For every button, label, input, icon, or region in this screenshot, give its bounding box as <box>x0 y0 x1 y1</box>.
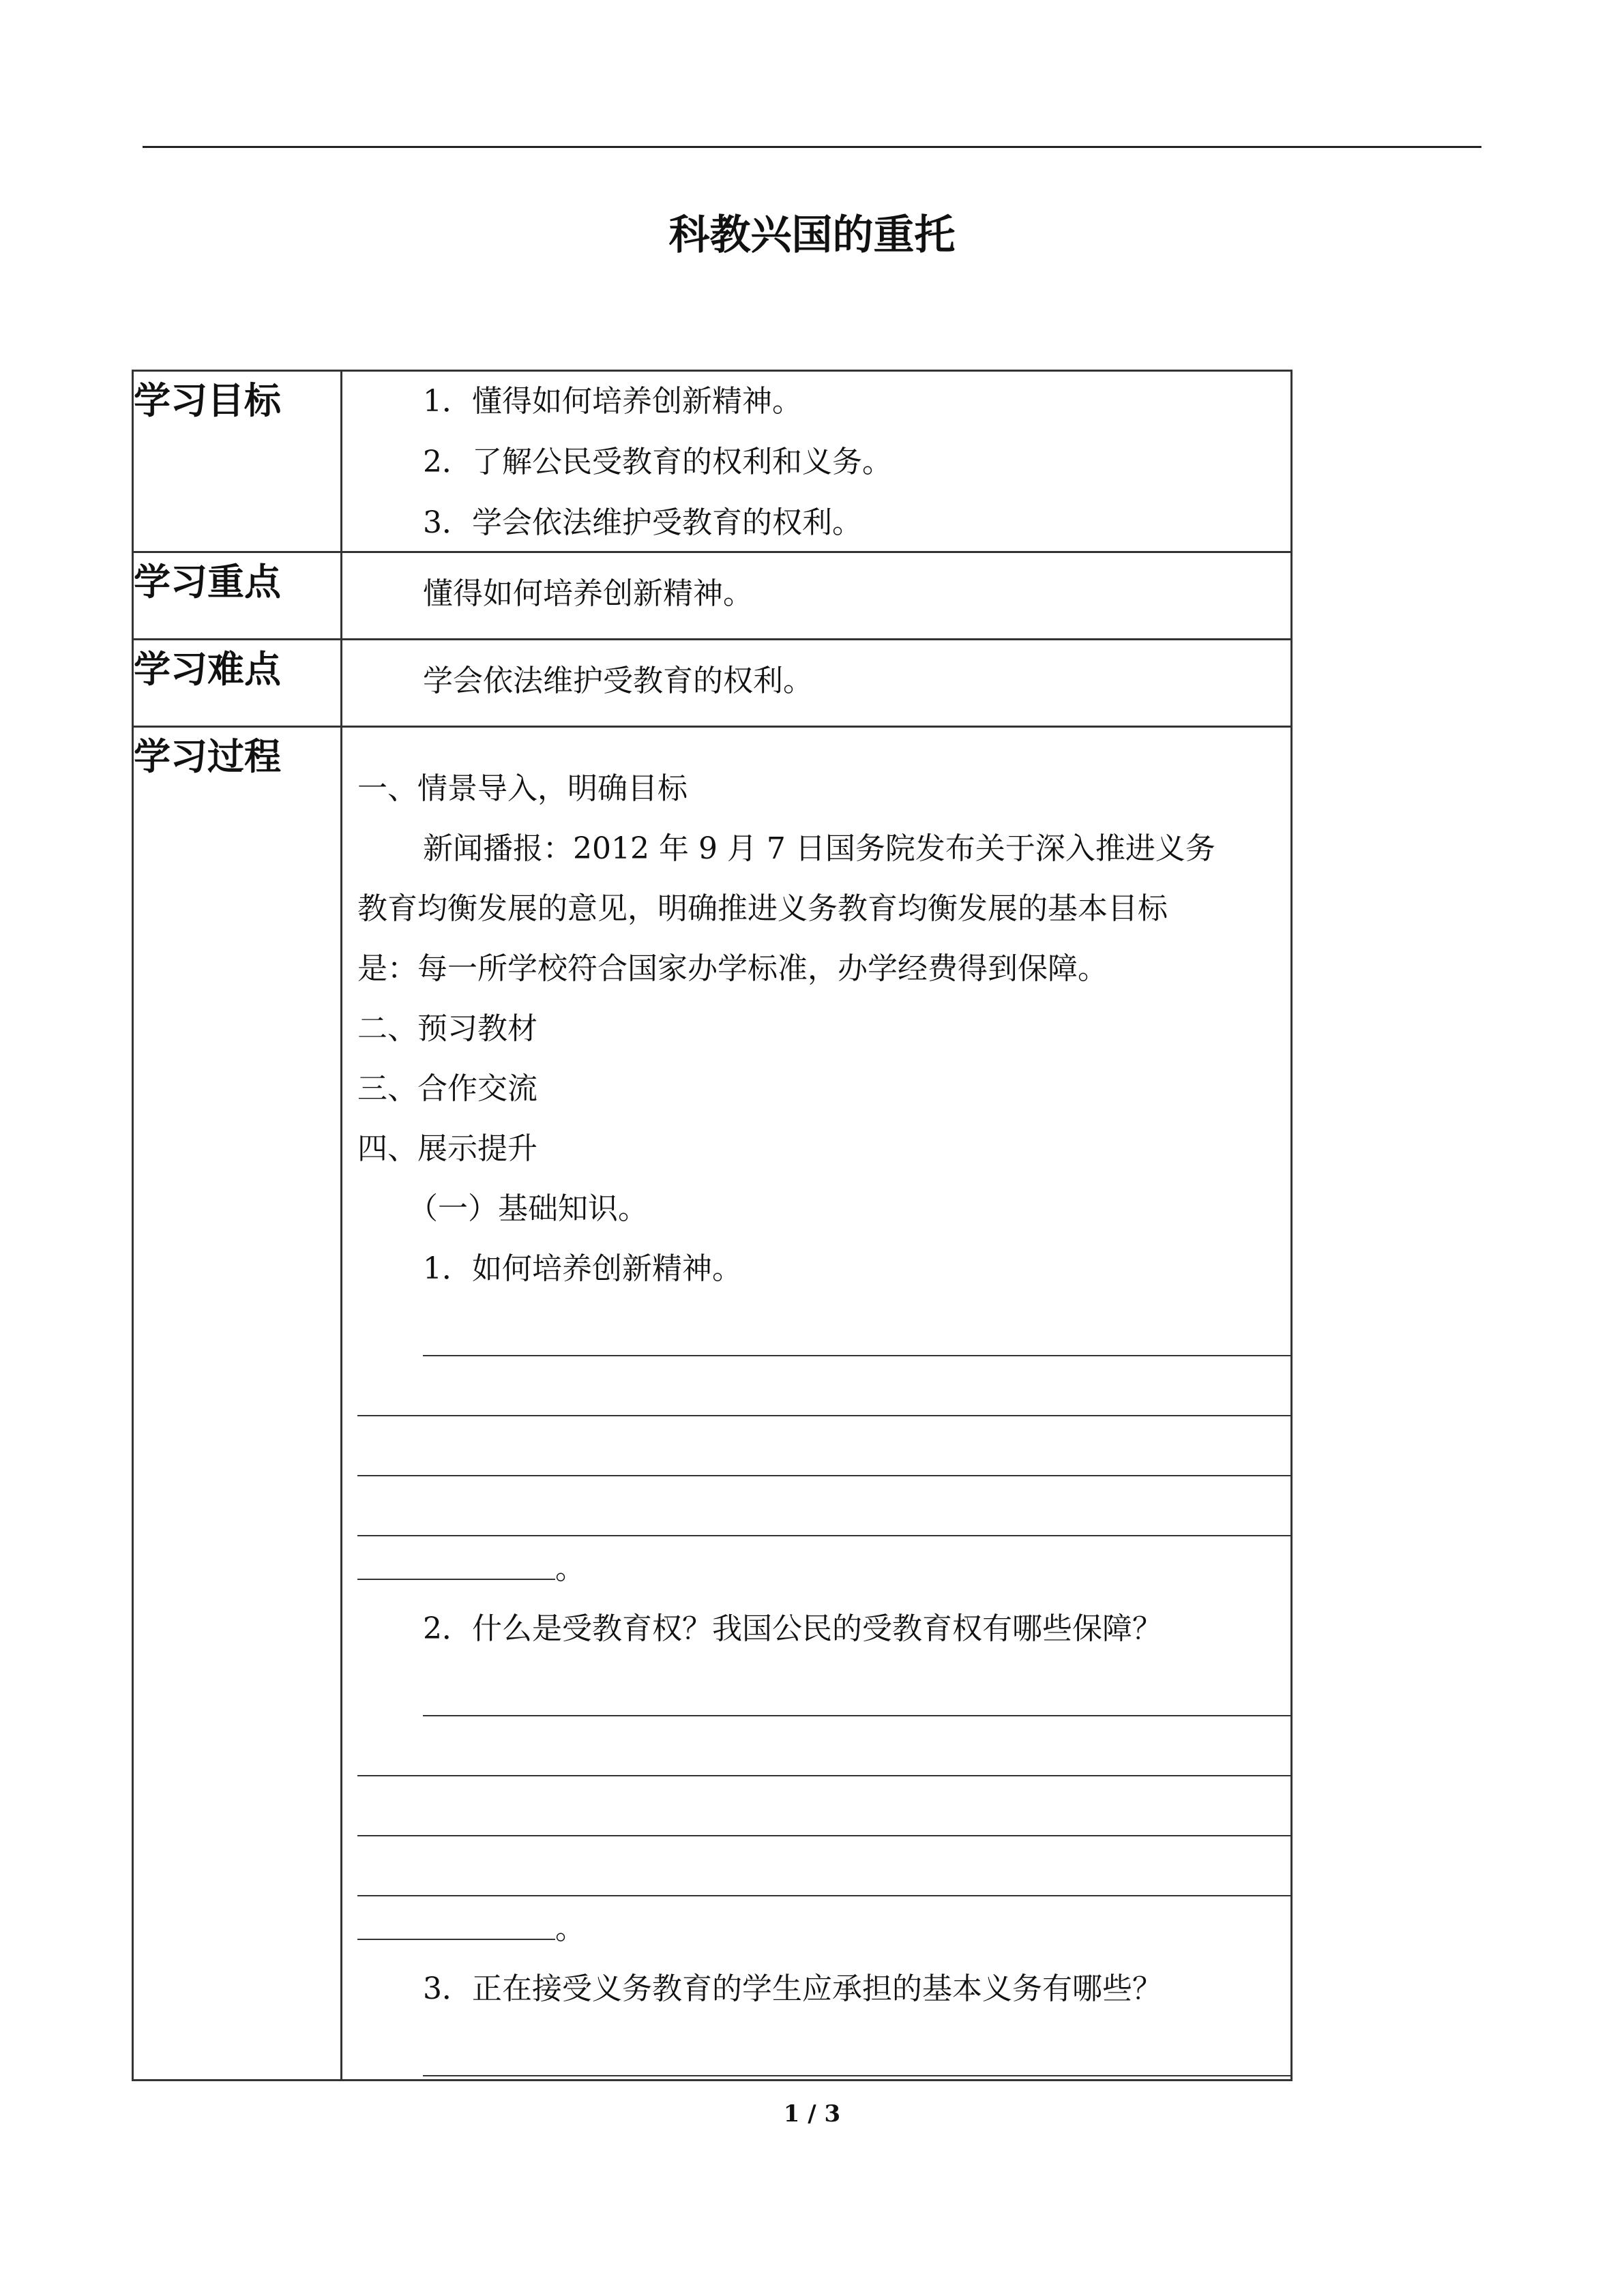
subsection-heading: （一）基础知识。 <box>408 1191 648 1226</box>
row-goals <box>133 371 1292 552</box>
goal-item: 3．学会依法维护受教育的权利。 <box>423 505 862 540</box>
section-heading: 三、合作交流 <box>357 1071 537 1106</box>
news-line: 新闻播报：2012 年 9 月 7 日国务院发布关于深入推进义务 <box>423 831 1215 866</box>
question-3: 3．正在接受义务教育的学生应承担的基本义务有哪些？ <box>423 1971 1162 2006</box>
page-number: 1 / 3 <box>783 2100 841 2128</box>
row-difficulty <box>133 640 1292 727</box>
answer-line[interactable] <box>342 1419 1290 1479</box>
section-heading: 一、情景导入，明确目标 <box>357 771 688 806</box>
label-process: 学习过程 <box>133 727 342 2081</box>
answer-line[interactable] <box>342 1659 1290 1719</box>
answer-tail[interactable] <box>342 1899 1290 1959</box>
answer-short-line[interactable] <box>357 1539 555 1580</box>
focus-text: 懂得如何培养创新精神。 <box>423 576 753 611</box>
section-heading: 四、展示提升 <box>357 1131 537 1166</box>
answer-line[interactable] <box>342 1719 1290 1779</box>
end-mark: 。 <box>555 1551 585 1586</box>
difficulty-text: 学会依法维护受教育的权利。 <box>423 664 813 698</box>
answer-line[interactable] <box>342 1779 1290 1839</box>
answer-line[interactable] <box>342 1479 1290 1539</box>
answer-line[interactable] <box>342 1359 1290 1419</box>
difficulty-content <box>342 640 1292 727</box>
row-focus <box>133 552 1292 640</box>
end-mark: 。 <box>555 1911 585 1946</box>
lesson-table <box>132 370 1293 2081</box>
label-goals: 学习目标 <box>133 371 342 552</box>
news-line: 教育均衡发展的意见，明确推进义务教育均衡发展的基本目标 <box>357 891 1168 926</box>
goal-item: 2．了解公民受教育的权利和义务。 <box>423 445 892 479</box>
label-focus: 学习重点 <box>133 552 342 640</box>
goals-content <box>342 371 1292 552</box>
header-rule <box>143 146 1481 148</box>
news-line: 是：每一所学校符合国家办学标准，办学经费得到保障。 <box>357 951 1108 986</box>
label-difficulty: 学习难点 <box>133 640 342 727</box>
section-heading: 二、预习教材 <box>357 1011 537 1046</box>
answer-tail[interactable] <box>342 1539 1290 1599</box>
focus-content <box>342 552 1292 640</box>
row-process <box>133 727 1292 2081</box>
answer-line[interactable] <box>342 1299 1290 1359</box>
page-title: 科教兴国的重托 <box>668 211 956 259</box>
answer-line[interactable] <box>342 1839 1290 1899</box>
question-2: 2．什么是受教育权？我国公民的受教育权有哪些保障？ <box>423 1611 1162 1646</box>
question-1: 1．如何培养创新精神。 <box>423 1251 742 1286</box>
answer-short-line[interactable] <box>357 1899 555 1940</box>
process-content <box>342 727 1292 2081</box>
answer-line[interactable] <box>342 2019 1290 2079</box>
goal-item: 1．懂得如何培养创新精神。 <box>423 384 802 419</box>
